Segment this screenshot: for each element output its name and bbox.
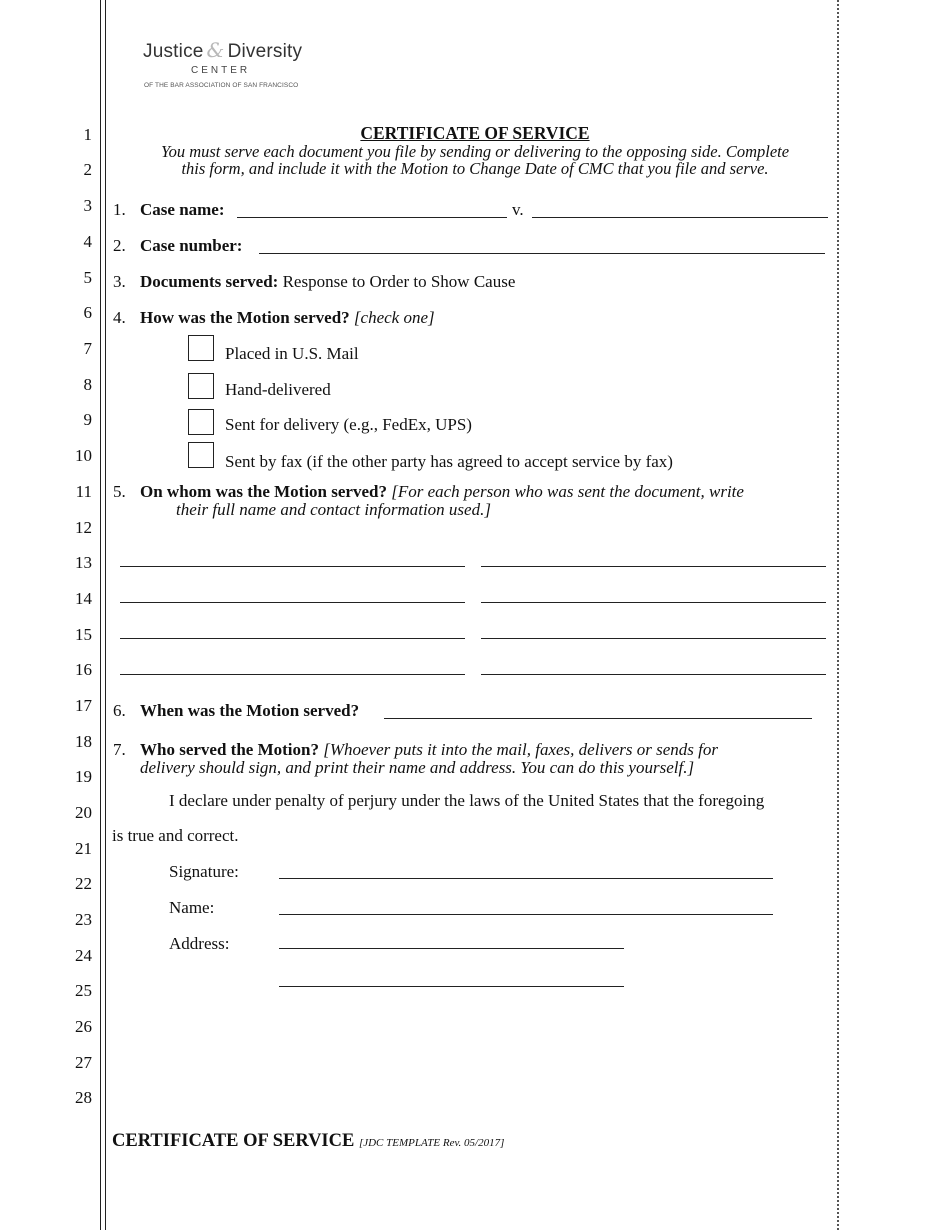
- on-whom-row: [140, 482, 744, 502]
- line-number: 2: [83, 160, 92, 179]
- item-case-name: [113, 200, 126, 220]
- versus-label: v.: [512, 200, 524, 219]
- line-number: 8: [83, 375, 92, 394]
- served-party-field[interactable]: [481, 602, 826, 603]
- checkbox-sent-by-fax[interactable]: [188, 442, 214, 468]
- item-number: 1.: [113, 200, 126, 219]
- line-number: 18: [75, 732, 92, 751]
- logo-name-right: Diversity: [227, 41, 303, 62]
- line-number: 4: [83, 232, 92, 251]
- line-number: 9: [83, 410, 92, 429]
- footer: [112, 1131, 504, 1152]
- served-party-field[interactable]: [481, 566, 826, 567]
- documents-served-label: Documents served:: [140, 272, 279, 291]
- declaration-text: I declare under penalty of perjury under the laws of the United States that the foregoing: [169, 791, 765, 810]
- address-field-line2[interactable]: [279, 986, 624, 987]
- line-number: 27: [75, 1053, 92, 1072]
- checkbox-sent-for-delivery[interactable]: [188, 409, 214, 435]
- logo-ampersand: &: [206, 38, 225, 62]
- line-number: 5: [83, 268, 92, 287]
- line-number: 12: [75, 518, 92, 537]
- line-number: 1: [83, 125, 92, 144]
- line-number: 10: [75, 446, 92, 465]
- case-name-defendant-field[interactable]: [532, 217, 828, 218]
- line-number: 7: [83, 339, 92, 358]
- case-name-label: Case name:: [140, 200, 225, 219]
- item-number: 2.: [113, 236, 126, 255]
- who-served-hint: [Whoever puts it into the mail, faxes, delivers or sends for: [323, 740, 718, 759]
- option-us-mail-label: Placed in U.S. Mail: [225, 344, 359, 363]
- item-number: 5.: [113, 482, 126, 501]
- item-number: 6.: [113, 701, 126, 720]
- logo-name-left: Justice: [143, 41, 204, 62]
- who-served-hint-continued: delivery should sign, and print their name and address. You can do this yourself.]: [140, 758, 695, 777]
- intro-instructions: [112, 143, 838, 177]
- when-served-field[interactable]: [384, 718, 812, 719]
- left-margin-rule-outer: [100, 0, 101, 1230]
- option-sent-for-delivery-label: Sent for delivery (e.g., FedEx, UPS): [225, 415, 472, 434]
- logo-subtitle: OF THE BAR ASSOCIATION OF SAN FRANCISCO: [144, 82, 299, 89]
- line-number: 14: [75, 589, 92, 608]
- logo-center-text: CENTER: [191, 65, 251, 76]
- signature-field[interactable]: [279, 878, 773, 879]
- checkbox-hand-delivered[interactable]: [188, 373, 214, 399]
- who-served-label: Who served the Motion?: [140, 740, 319, 759]
- address-label: Address:: [169, 934, 230, 953]
- line-number: 19: [75, 767, 92, 786]
- case-number-field[interactable]: [259, 253, 825, 254]
- who-served-row: [140, 740, 718, 760]
- signature-label: Signature:: [169, 862, 239, 881]
- line-number: 28: [75, 1088, 92, 1107]
- documents-served-row: [140, 272, 515, 292]
- line-number: 21: [75, 839, 92, 858]
- intro-line: this form, and include it with the Motion to Change Date of CMC that you file and serve.: [181, 159, 769, 178]
- line-number: 17: [75, 696, 92, 715]
- line-number: 11: [75, 482, 92, 501]
- documents-served-value: Response to Order to Show Cause: [282, 272, 516, 291]
- line-number: 20: [75, 803, 92, 822]
- case-name-plaintiff-field[interactable]: [237, 217, 507, 218]
- option-sent-by-fax-label: Sent by fax (if the other party has agreed to accept service by fax): [225, 452, 673, 471]
- when-served-label: When was the Motion served?: [140, 701, 360, 720]
- item-number: 4.: [113, 308, 126, 327]
- line-number: 26: [75, 1017, 92, 1036]
- served-party-field[interactable]: [120, 602, 465, 603]
- item-number: 3.: [113, 272, 126, 291]
- line-number: 24: [75, 946, 92, 965]
- served-party-field[interactable]: [120, 638, 465, 639]
- left-margin-rule-inner: [105, 0, 106, 1230]
- document-title: CERTIFICATE OF SERVICE: [360, 123, 590, 143]
- logo: [143, 38, 302, 63]
- intro-line: You must serve each document you file by sending or delivering to the opposing side. Complete: [160, 142, 790, 161]
- checkbox-us-mail[interactable]: [188, 335, 214, 361]
- line-number: 23: [75, 910, 92, 929]
- line-number: 22: [75, 874, 92, 893]
- footer-title: CERTIFICATE OF SERVICE: [112, 1131, 355, 1151]
- served-party-field[interactable]: [120, 674, 465, 675]
- line-number: 6: [83, 303, 92, 322]
- line-number: 3: [83, 196, 92, 215]
- served-party-field[interactable]: [481, 638, 826, 639]
- line-number: 25: [75, 981, 92, 1000]
- on-whom-hint: [For each person who was sent the document, write: [391, 482, 744, 501]
- how-served-label: How was the Motion served?: [140, 308, 350, 327]
- declaration-text-continued: is true and correct.: [112, 826, 239, 845]
- on-whom-hint-continued: their full name and contact information used.]: [176, 500, 491, 519]
- served-party-field[interactable]: [120, 566, 465, 567]
- item-number: 7.: [113, 740, 126, 759]
- how-served-hint: [check one]: [353, 308, 435, 327]
- name-label: Name:: [169, 898, 215, 917]
- option-hand-delivered-label: Hand-delivered: [225, 380, 331, 399]
- footer-template-version: [JDC TEMPLATE Rev. 05/2017]: [358, 1137, 505, 1149]
- line-number: 15: [75, 625, 92, 644]
- right-margin-rule: [837, 0, 839, 1230]
- how-served-row: [140, 308, 435, 328]
- name-field[interactable]: [279, 914, 773, 915]
- line-number: 16: [75, 660, 92, 679]
- on-whom-label: On whom was the Motion served?: [140, 482, 387, 501]
- line-number: 13: [75, 553, 92, 572]
- served-party-field[interactable]: [481, 674, 826, 675]
- case-number-label: Case number:: [140, 236, 243, 255]
- address-field-line1[interactable]: [279, 948, 624, 949]
